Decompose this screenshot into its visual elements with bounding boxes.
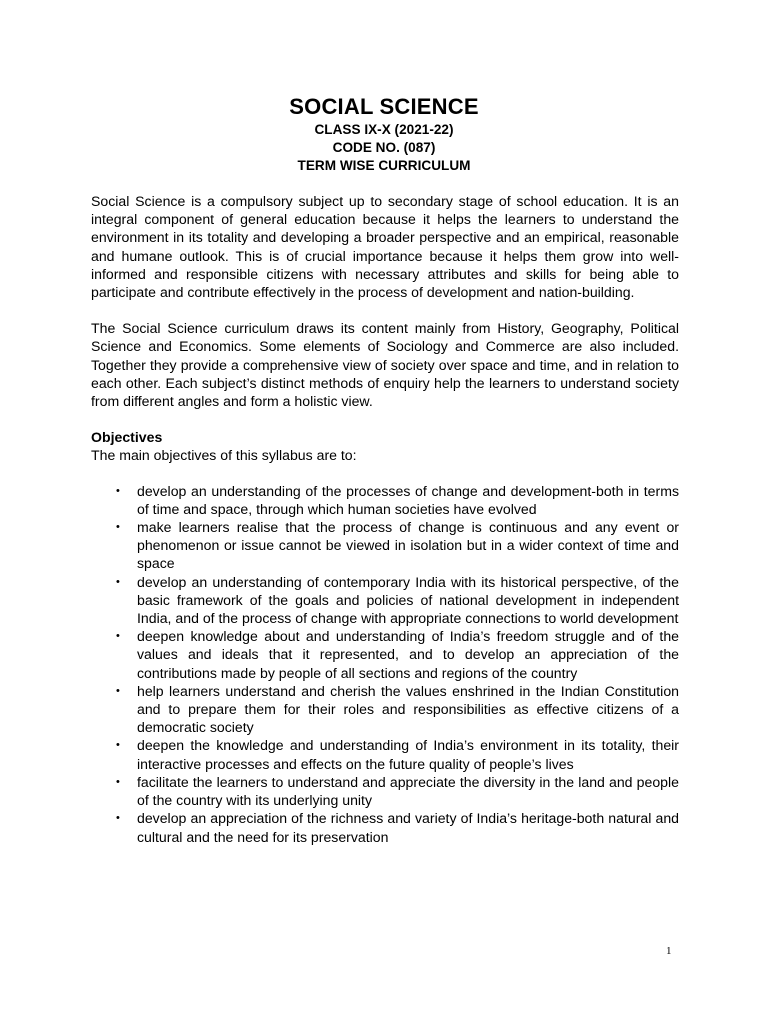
curriculum-line: TERM WISE CURRICULUM	[297, 158, 471, 173]
list-item	[91, 482, 679, 518]
bullet-icon: •	[116, 630, 120, 643]
bullet-icon: •	[116, 484, 120, 497]
bullet-icon: •	[116, 739, 120, 752]
list-item	[91, 682, 679, 737]
objectives-list	[91, 482, 679, 846]
list-item-text: facilitate the learners to understand and appreciate the diversity in the land and people of the country with its underlying unity	[137, 773, 679, 809]
objectives-intro: The main objectives of this syllabus are to:	[91, 447, 357, 464]
curriculum-paragraph: The Social Science curriculum draws its content mainly from History, Geography, Political Science and Economics. Some elements of Sociology and Commerce are also included. Together they provide a comprehensive view of society over space and time, and in relation to each other. Each subject’s distinct methods of enquiry help the learners to understand society from different angles and form a holistic view.	[91, 320, 679, 410]
list-item	[91, 518, 679, 573]
list-item	[91, 573, 679, 628]
objectives-heading: Objectives	[91, 429, 163, 446]
intro-paragraph: Social Science is a compulsory subject up to secondary stage of school education. It is an integral component of general education because it helps the learners to understand the environment in its totality and developing a broader perspective and an empirical, reasonable and humane outlook. This is of crucial importance because it helps them grow into well-informed and responsible citizens with necessary attributes and skills for being able to participate and contribute effectively in the process of development and nation-building.	[91, 193, 679, 301]
bullet-icon: •	[116, 684, 120, 697]
bullet-icon: •	[116, 775, 120, 788]
list-item	[91, 736, 679, 772]
list-item-text: develop an understanding of the processes of change and development-both in terms of time and space, through which human societies have evolved	[137, 482, 679, 517]
list-item-text: deepen the knowledge and understanding of India’s environment in its totality, their interactive processes and effects on the future quality of people’s lives	[137, 737, 679, 772]
bullet-icon: •	[116, 575, 120, 588]
page-title: SOCIAL SCIENCE	[289, 94, 479, 119]
page-number: 1	[666, 945, 672, 957]
list-item	[91, 773, 679, 809]
class-line: CLASS IX-X (2021-22)	[314, 122, 454, 137]
list-item	[91, 809, 679, 845]
code-line: CODE NO. (087)	[332, 140, 436, 155]
list-item-text: develop an appreciation of the richness and variety of India’s heritage-both natural and cultural and the need for its preservation	[137, 810, 679, 845]
list-item	[91, 627, 679, 682]
list-item-text: deepen knowledge about and understanding of India’s freedom struggle and of the values and ideals that it represented, and to develop an appreciation of the contributions made by people of all sections and regions of the country	[137, 628, 679, 681]
bullet-icon: •	[116, 521, 120, 534]
list-item-text: help learners understand and cherish the values enshrined in the Indian Constitution and to prepare them for their roles and responsibilities as effective citizens of a democratic society	[137, 682, 679, 736]
list-item-text: make learners realise that the process of change is continuous and any event or phenomenon or issue cannot be viewed in isolation but in a wider context of time and space	[137, 519, 679, 572]
document-header	[0, 93, 768, 175]
document-body	[91, 192, 679, 846]
bullet-icon: •	[116, 812, 120, 825]
list-item-text: develop an understanding of contemporary India with its historical perspective, of the basic framework of the goals and policies of national development in independent India, and of the process of change with appropriate connections to world development	[137, 573, 679, 627]
